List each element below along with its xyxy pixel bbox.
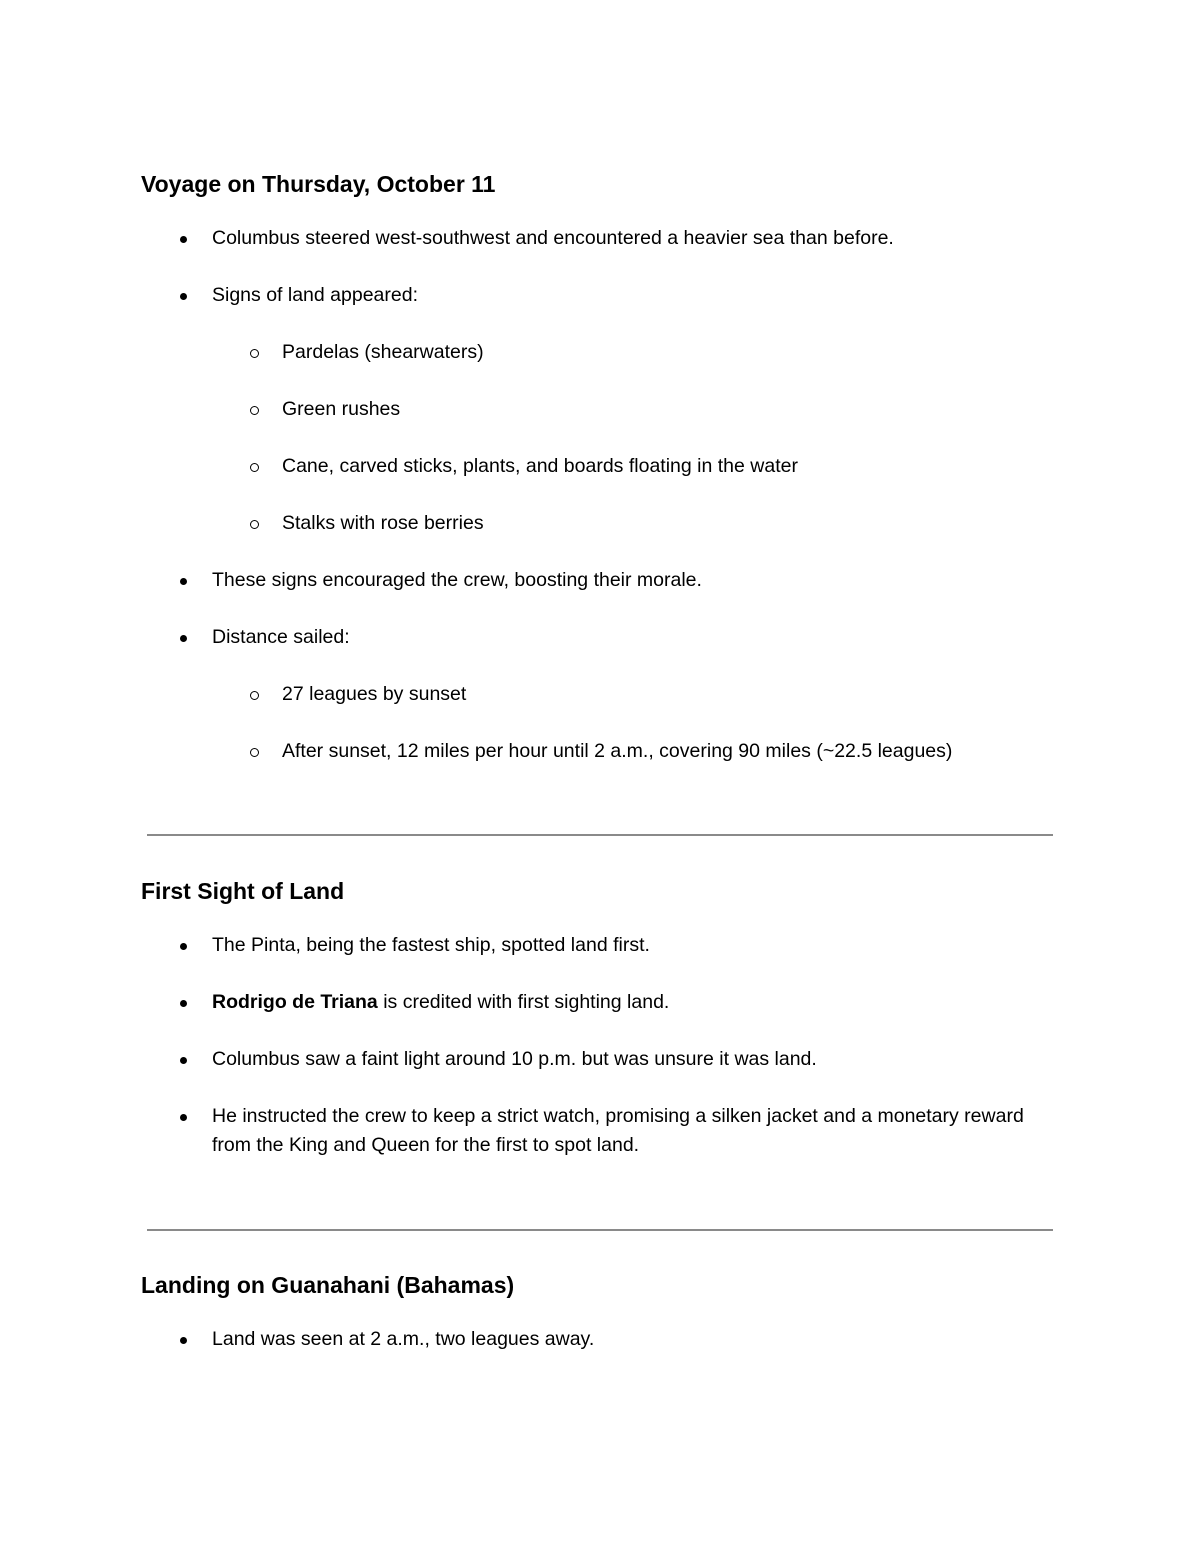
sub-list-item-text: Cane, carved sticks, plants, and boards floating in the water (282, 455, 798, 477)
sub-list-item (141, 395, 1061, 424)
list-item (141, 281, 1061, 310)
sub-list-item (141, 338, 1061, 367)
bullet-icon (180, 578, 187, 585)
section-heading: First Sight of Land (141, 878, 345, 904)
list-item-text: Distance sailed: (212, 626, 350, 648)
hollow-bullet-icon (250, 520, 259, 529)
hollow-bullet-icon (250, 691, 259, 700)
sub-list-item-text: Pardelas (shearwaters) (282, 341, 484, 363)
list-item (141, 1325, 1061, 1354)
list-item (141, 224, 1061, 253)
sub-list-item-text: 27 leagues by sunset (282, 683, 467, 705)
hollow-bullet-icon (250, 406, 259, 415)
horizontal-divider (147, 1229, 1053, 1231)
section-heading: Landing on Guanahani (Bahamas) (141, 1272, 515, 1298)
bold-name: Rodrigo de Triana (212, 991, 378, 1013)
hollow-bullet-icon (250, 748, 259, 757)
list-item-text: Columbus steered west-southwest and encountered a heavier sea than before. (212, 227, 894, 249)
section-first-sight (141, 876, 1061, 1160)
list-item-text: These signs encouraged the crew, boosting their morale. (212, 569, 702, 591)
bullet-list (141, 1325, 1061, 1354)
bullet-icon (180, 1337, 187, 1344)
list-item (141, 623, 1061, 652)
sub-list-item (141, 452, 1061, 481)
bullet-icon (180, 293, 187, 300)
sub-list-item (141, 509, 1061, 538)
list-item (141, 566, 1061, 595)
bullet-icon (180, 1114, 187, 1121)
sub-list-item-text: After sunset, 12 miles per hour until 2 a.m., covering 90 miles (~22.5 leagues) (282, 740, 953, 762)
list-item-text: The Pinta, being the fastest ship, spotted land first. (212, 934, 650, 956)
bullet-icon (180, 1057, 187, 1064)
list-item-text: Columbus saw a faint light around 10 p.m. but was unsure it was land. (212, 1048, 817, 1070)
section-landing (141, 1270, 1061, 1354)
sub-list-item (141, 680, 1061, 709)
list-item (141, 1102, 1061, 1160)
sub-list-item-text: Stalks with rose berries (282, 512, 484, 534)
bullet-icon (180, 236, 187, 243)
sub-list-item (141, 737, 1061, 766)
hollow-bullet-icon (250, 463, 259, 472)
list-item-text: is credited with first sighting land. (377, 991, 670, 1013)
list-item-text: Land was seen at 2 a.m., two leagues away. (212, 1328, 595, 1350)
list-item (141, 1045, 1061, 1074)
horizontal-divider (147, 834, 1053, 836)
list-item (141, 988, 1061, 1017)
list-item-text: Signs of land appeared: (212, 284, 418, 306)
bullet-icon (180, 1000, 187, 1007)
section-heading: Voyage on Thursday, October 11 (141, 171, 496, 197)
sub-list-item-text: Green rushes (282, 398, 401, 420)
list-item (141, 931, 1061, 960)
list-item-text: He instructed the crew to keep a strict watch, promising a silken jacket and a monetary reward from the King and Queen for the first to spot land. (212, 1105, 1024, 1156)
bullet-icon (180, 943, 187, 950)
bullet-icon (180, 635, 187, 642)
section-voyage (141, 169, 1061, 766)
hollow-bullet-icon (250, 349, 259, 358)
bullet-list (141, 224, 1061, 766)
bullet-list (141, 931, 1061, 1160)
